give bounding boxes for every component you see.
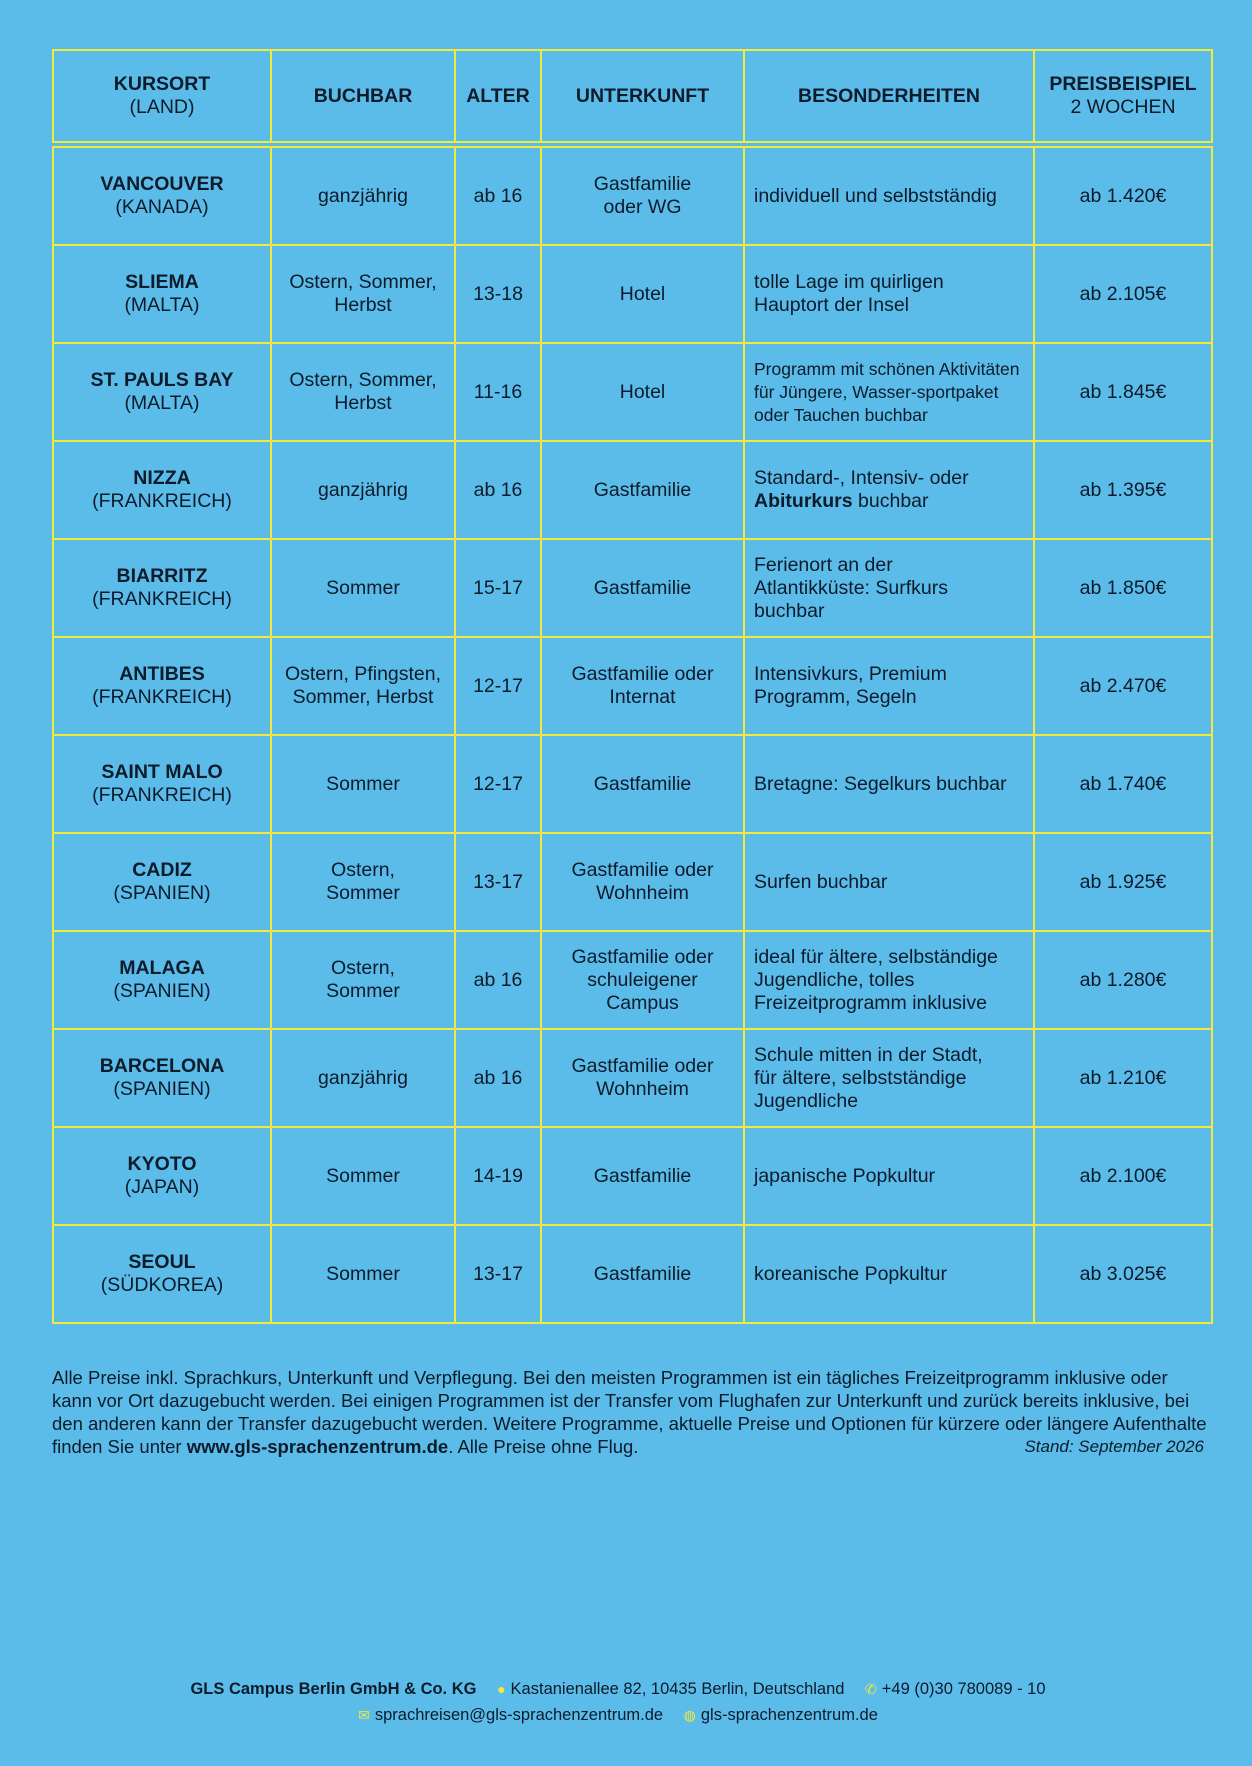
cell-price: ab 2.100€ <box>1034 1127 1212 1225</box>
header-unterkunft-label: UNTERKUNFT <box>575 84 710 107</box>
notes-text-post: buchbar <box>858 490 929 512</box>
cell-bookable: Sommer <box>271 1225 455 1323</box>
cell-accommodation: Hotel <box>541 343 744 441</box>
cell-price: ab 1.280€ <box>1034 931 1212 1029</box>
header-preisbeispiel-title: PREISBEISPIEL <box>1049 73 1197 95</box>
country-name: (KANADA) <box>115 196 209 218</box>
city-name: BARCELONA <box>99 1055 225 1077</box>
table-row <box>53 735 1212 833</box>
cell-notes: Surfen buchbar <box>744 833 1034 931</box>
cell-bookable: Sommer <box>271 1127 455 1225</box>
cell-price: ab 1.420€ <box>1034 145 1212 246</box>
city-name: VANCOUVER <box>100 173 224 195</box>
table-row <box>53 931 1212 1029</box>
footer-line-1 <box>0 1676 1252 1702</box>
cell-notes <box>744 539 1034 637</box>
footer-website[interactable] <box>684 1706 878 1724</box>
footnote-after: . Alle Preise ohne Flug. <box>448 1436 639 1457</box>
footer-email[interactable] <box>358 1706 663 1724</box>
cell-accommodation: Gastfamilie oder Internat <box>541 637 744 735</box>
header-alter-label: ALTER <box>466 84 530 107</box>
price-footnote <box>52 1366 1212 1458</box>
header-unterkunft <box>541 50 744 145</box>
cell-notes: Bretagne: Segelkurs buchbar <box>744 735 1034 833</box>
cell-price: ab 1.210€ <box>1034 1029 1212 1127</box>
accommodation-text: Gastfamilie oder WG <box>593 173 692 218</box>
cell-notes: Programm mit schönen Aktivitäten für Jüngere, Wasser-sportpaket oder Tauchen buchbar <box>744 343 1034 441</box>
cell-accommodation: Gastfamilie <box>541 441 744 539</box>
notes-text-pre: Standard-, Intensiv- oder <box>754 467 969 489</box>
country-name: (MALTA) <box>124 392 200 414</box>
cell-age: ab 16 <box>455 931 541 1029</box>
header-buchbar-label: BUCHBAR <box>313 84 413 107</box>
cell-notes <box>744 637 1034 735</box>
country-name: (MALTA) <box>124 294 200 316</box>
country-name: (FRANKREICH) <box>92 686 232 708</box>
map-pin-icon: ● <box>497 1681 506 1697</box>
notes-text: Schule mitten in der Stadt, für ältere, selbstständige Jugendliche <box>754 1043 983 1112</box>
cell-age: ab 16 <box>455 1029 541 1127</box>
city-name: CADIZ <box>132 859 192 881</box>
cell-age: ab 16 <box>455 145 541 246</box>
cell-bookable: Ostern, Sommer, Herbst <box>271 245 455 343</box>
cell-location <box>53 637 271 735</box>
header-alter <box>455 50 541 145</box>
bookable-text: Ostern, Sommer <box>326 957 400 1002</box>
table-row <box>53 1029 1212 1127</box>
city-name: SAINT MALO <box>101 761 223 783</box>
phone-text: +49 (0)30 780089 - 10 <box>881 1680 1046 1698</box>
country-name: (SPANIEN) <box>113 1078 211 1100</box>
footnote-text: Alle Preise inkl. Sprachkurs, Unterkunft und Verpflegung. Bei den meisten Programmen ist ein tägliches Freizeitprogramm inklusive oder kann vor Ort dazugebucht werden. Bei einigen Programmen ist der Transfer vom Flughafen zur Unterkunft und zurück bereits inklusive, bei den anderen kann der Transfer dazugebucht werden. Weitere Programme, aktuelle Preise und Optionen für kürzere oder längere Aufenthalte finden Sie unter <box>52 1367 1207 1457</box>
cell-location <box>53 1225 271 1323</box>
cell-location <box>53 245 271 343</box>
cell-notes: ideal für ältere, selbständige Jugendliche, tolles Freizeitprogramm inklusive <box>744 931 1034 1029</box>
header-kursort-sub: (LAND) <box>129 96 195 118</box>
table-row <box>53 245 1212 343</box>
globe-icon: ◍ <box>683 1707 696 1723</box>
cell-notes <box>744 441 1034 539</box>
cell-age: ab 16 <box>455 441 541 539</box>
country-name: (SPANIEN) <box>113 882 211 904</box>
cell-accommodation: Gastfamilie oder Wohnheim <box>541 1029 744 1127</box>
address-text: Kastanienallee 82, 10435 Berlin, Deutschland <box>510 1680 845 1698</box>
cell-bookable <box>271 833 455 931</box>
course-table-container <box>52 49 1211 1324</box>
table-row <box>53 441 1212 539</box>
city-name: KYOTO <box>127 1153 197 1175</box>
phone-icon: ✆ <box>865 1681 877 1697</box>
header-besonderheiten-label: BESONDERHEITEN <box>797 84 981 107</box>
cell-notes <box>744 245 1034 343</box>
cell-price: ab 1.395€ <box>1034 441 1212 539</box>
table-row <box>53 833 1212 931</box>
company-name: GLS Campus Berlin GmbH & Co. KG <box>190 1680 477 1698</box>
bookable-text: Ostern, Pfingsten, Sommer, Herbst <box>284 663 442 708</box>
city-name: ST. PAULS BAY <box>90 369 234 391</box>
cell-accommodation: Hotel <box>541 245 744 343</box>
header-preisbeispiel <box>1034 50 1212 145</box>
table-row <box>53 343 1212 441</box>
cell-location <box>53 145 271 246</box>
header-preisbeispiel-sub: 2 WOCHEN <box>1070 96 1176 118</box>
stand-date: Stand: September 2026 <box>1024 1437 1204 1456</box>
header-besonderheiten <box>744 50 1034 145</box>
table-row <box>53 539 1212 637</box>
header-kursort-title: KURSORT <box>113 73 211 95</box>
table-row <box>53 145 1212 246</box>
cell-notes: individuell und selbstständig <box>744 145 1034 246</box>
city-name: ANTIBES <box>119 663 205 685</box>
cell-accommodation: Gastfamilie <box>541 1225 744 1323</box>
cell-age: 14-19 <box>455 1127 541 1225</box>
city-name: SEOUL <box>128 1251 196 1273</box>
city-name: NIZZA <box>133 467 191 489</box>
cell-accommodation <box>541 145 744 246</box>
cell-accommodation: Gastfamilie <box>541 735 744 833</box>
cell-accommodation: Gastfamilie <box>541 539 744 637</box>
cell-age: 13-18 <box>455 245 541 343</box>
website-text: gls-sprachenzentrum.de <box>700 1706 878 1724</box>
country-name: (FRANKREICH) <box>92 784 232 806</box>
notes-text: Ferienort an der Atlantikküste: Surfkurs buchbar <box>754 553 948 622</box>
cell-price: ab 1.850€ <box>1034 539 1212 637</box>
cell-bookable: ganzjährig <box>271 441 455 539</box>
country-name: (SPANIEN) <box>113 980 211 1002</box>
email-text: sprachreisen@gls-sprachenzentrum.de <box>374 1706 664 1724</box>
cell-location <box>53 735 271 833</box>
cell-price: ab 2.105€ <box>1034 245 1212 343</box>
country-name: (SÜDKOREA) <box>100 1274 224 1296</box>
cell-location <box>53 539 271 637</box>
footer-address <box>497 1680 844 1698</box>
cell-accommodation: Gastfamilie oder Wohnheim <box>541 833 744 931</box>
cell-location <box>53 1029 271 1127</box>
cell-age: 15-17 <box>455 539 541 637</box>
cell-notes <box>744 1029 1034 1127</box>
cell-bookable: ganzjährig <box>271 1029 455 1127</box>
cell-age: 12-17 <box>455 735 541 833</box>
mail-icon: ✉ <box>358 1707 370 1723</box>
cell-bookable: Sommer <box>271 735 455 833</box>
cell-accommodation <box>541 931 744 1029</box>
table-header-row <box>53 50 1212 145</box>
cell-age: 13-17 <box>455 1225 541 1323</box>
footer-line-2 <box>0 1702 1252 1728</box>
cell-bookable: Sommer <box>271 539 455 637</box>
cell-location <box>53 441 271 539</box>
cell-location <box>53 931 271 1029</box>
notes-text: Intensivkurs, Premium Programm, Segeln <box>754 663 947 708</box>
cell-bookable: Ostern, Sommer, Herbst <box>271 343 455 441</box>
footer-phone[interactable] <box>865 1680 1046 1698</box>
cell-location <box>53 833 271 931</box>
city-name: BIARRITZ <box>116 565 208 587</box>
cell-bookable: ganzjährig <box>271 145 455 246</box>
contact-footer <box>0 1676 1252 1728</box>
table-row <box>53 1127 1212 1225</box>
accommodation-text: Gastfamilie oder schuleigener Campus <box>571 945 714 1014</box>
cell-price: ab 1.845€ <box>1034 343 1212 441</box>
course-table <box>52 49 1213 1324</box>
cell-bookable <box>271 931 455 1029</box>
cell-price: ab 2.470€ <box>1034 637 1212 735</box>
cell-age: 11-16 <box>455 343 541 441</box>
country-name: (FRANKREICH) <box>92 490 232 512</box>
header-buchbar <box>271 50 455 145</box>
website-link[interactable]: www.gls-sprachenzentrum.de <box>186 1436 449 1457</box>
bookable-text: Ostern, Sommer <box>326 859 400 904</box>
country-name: (FRANKREICH) <box>92 588 232 610</box>
table-row <box>53 1225 1212 1323</box>
table-row <box>53 637 1212 735</box>
cell-accommodation: Gastfamilie <box>541 1127 744 1225</box>
cell-age: 12-17 <box>455 637 541 735</box>
notes-text: tolle Lage im quirligen Hauptort der Insel <box>754 271 944 316</box>
cell-notes: koreanische Popkultur <box>744 1225 1034 1323</box>
cell-price: ab 1.740€ <box>1034 735 1212 833</box>
cell-notes: japanische Popkultur <box>744 1127 1034 1225</box>
city-name: SLIEMA <box>125 271 199 293</box>
cell-price: ab 3.025€ <box>1034 1225 1212 1323</box>
notes-text-bold: Abiturkurs <box>754 490 853 512</box>
cell-bookable <box>271 637 455 735</box>
country-name: (JAPAN) <box>124 1176 200 1198</box>
header-kursort <box>53 50 271 145</box>
cell-price: ab 1.925€ <box>1034 833 1212 931</box>
cell-age: 13-17 <box>455 833 541 931</box>
city-name: MALAGA <box>119 957 205 979</box>
cell-location <box>53 1127 271 1225</box>
cell-location <box>53 343 271 441</box>
